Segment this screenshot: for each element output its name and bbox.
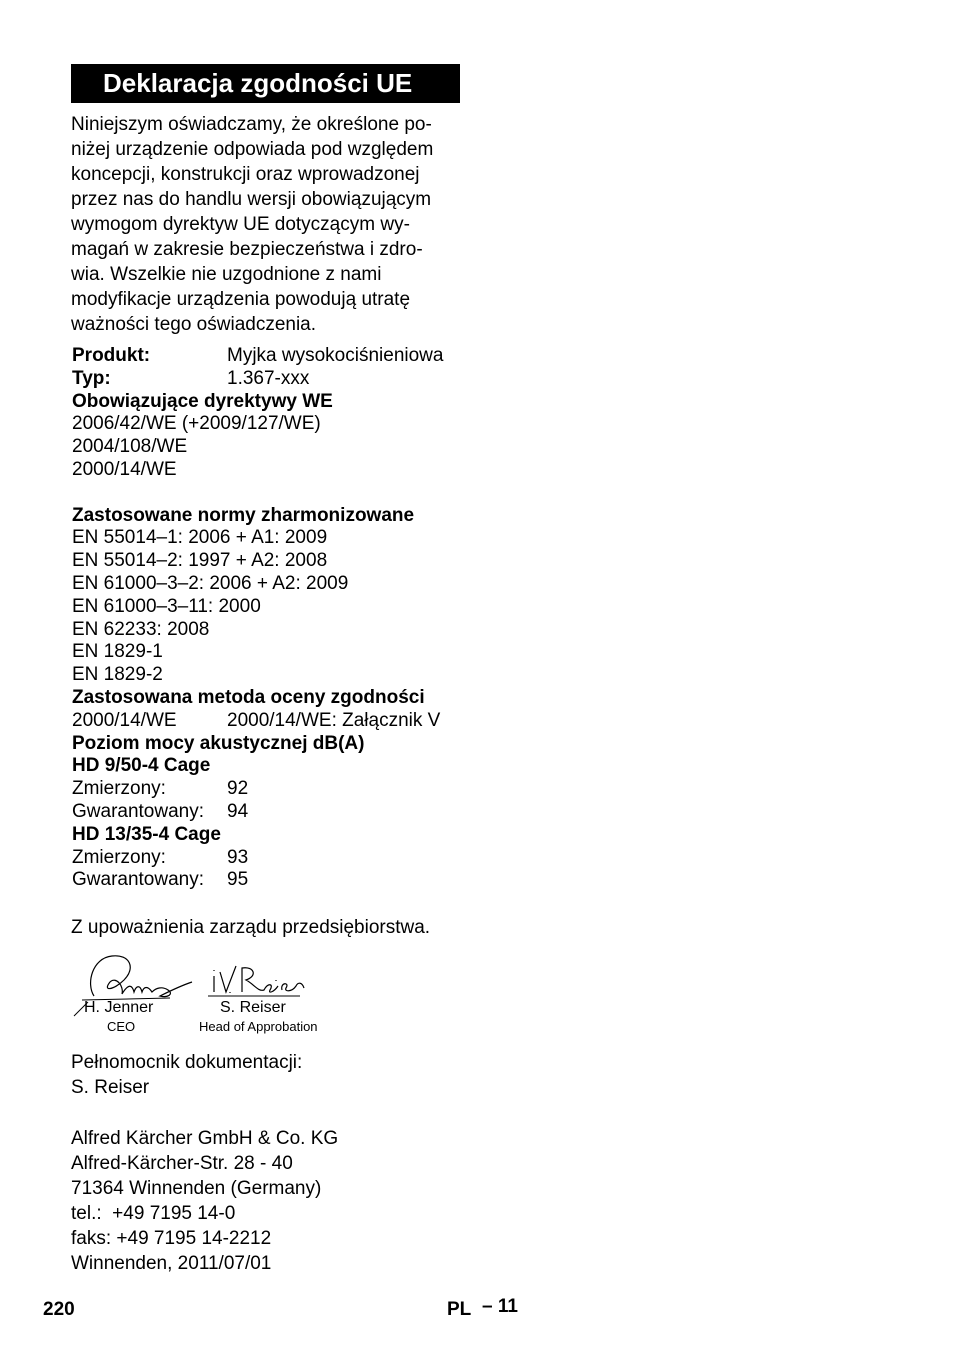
model-name: HD 9/50-4 Cage: [72, 755, 211, 777]
conformity-row: [72, 710, 472, 733]
address-line: 71364 Winnenden (Germany): [71, 1178, 322, 1199]
intro-line: ważności tego oświadczenia.: [71, 314, 317, 335]
guaranteed-value: 95: [227, 869, 249, 891]
measured-label: Zmierzony:: [72, 778, 166, 800]
norm-item: EN 61000–3–11: 2000: [72, 595, 261, 617]
type-value: 1.367-xxx: [227, 367, 310, 389]
intro-paragraph: [71, 112, 466, 337]
norm-item: EN 55014–1: 2006 + A1: 2009: [72, 527, 328, 549]
product-row: [72, 345, 472, 368]
model-name: HD 13/35-4 Cage: [72, 823, 221, 845]
footer-section-number: – 11: [482, 1296, 518, 1317]
directive-item: 2004/108/WE: [72, 436, 188, 458]
documentation-name: S. Reiser: [71, 1077, 150, 1098]
norm-item: EN 55014–2: 1997 + A2: 2008: [72, 550, 328, 572]
conformity-key: 2000/14/WE: [72, 709, 177, 731]
intro-line: przez nas do handlu wersji obowiązującym: [71, 189, 432, 210]
signature-role: CEO: [107, 1019, 136, 1034]
intro-line: modyfikacje urządzenia powodują utratę: [71, 289, 411, 310]
intro-line: Niniejszym oświadczamy, że określone po-: [71, 114, 432, 135]
norm-item: EN 1829-2: [72, 664, 163, 686]
signature-name: H. Jenner: [84, 999, 154, 1016]
measured-row: [72, 778, 472, 801]
norm-item: EN 61000–3–2: 2006 + A2: 2009: [72, 572, 349, 594]
address-block: [71, 1126, 338, 1276]
address-line: faks: +49 7195 14-2212: [71, 1228, 272, 1249]
guaranteed-row: [72, 801, 472, 824]
measured-label: Zmierzony:: [72, 846, 166, 868]
conformity-value: 2000/14/WE: Załącznik V: [227, 709, 441, 731]
signature-name: S. Reiser: [220, 999, 286, 1016]
guaranteed-value: 94: [227, 800, 249, 822]
intro-line: niżej urządzenie odpowiada pod względem: [71, 139, 434, 160]
norm-item: EN 62233: 2008: [72, 618, 210, 640]
norms-heading: Zastosowane normy zharmonizowane: [72, 504, 415, 526]
sound-heading: Poziom mocy akustycznej dB(A): [72, 732, 365, 754]
signature-reiser-image: [208, 962, 308, 1002]
intro-line: wia. Wszelkie nie uzgodnione z nami: [71, 264, 382, 285]
footer-language: PL: [447, 1299, 472, 1320]
guaranteed-label: Gwarantowany:: [72, 869, 205, 891]
guaranteed-label: Gwarantowany:: [72, 800, 205, 822]
intro-line: koncepcji, konstrukcji oraz wprowadzonej: [71, 164, 420, 185]
authorization-text: Z upoważnienia zarządu przedsiębiorstwa.: [71, 917, 431, 938]
product-label: Produkt:: [72, 345, 151, 366]
footer-page-number: 220: [43, 1299, 75, 1320]
intro-line: wymogom dyrektyw UE dotyczącym wy-: [71, 214, 410, 235]
specification-block: [72, 345, 472, 892]
intro-line: magań w zakresie bezpieczeństwa i zdro-: [71, 239, 423, 260]
signature-role: Head of Approbation: [199, 1019, 318, 1034]
measured-value: 92: [227, 778, 249, 800]
type-row: [72, 368, 472, 391]
guaranteed-row: [72, 869, 472, 892]
directive-item: 2006/42/WE (+2009/127/WE): [72, 413, 321, 435]
measured-row: [72, 847, 472, 870]
address-line: Alfred-Kärcher-Str. 28 - 40: [71, 1153, 293, 1174]
address-line: Winnenden, 2011/07/01: [71, 1253, 272, 1274]
page-title: Deklaracja zgodności UE: [71, 64, 460, 103]
product-value: Myjka wysokociśnieniowa: [227, 345, 444, 366]
measured-value: 93: [227, 846, 249, 868]
conformity-heading: Zastosowana metoda oceny zgodności: [72, 686, 425, 708]
norm-item: EN 1829-1: [72, 641, 163, 663]
address-line: Alfred Kärcher GmbH & Co. KG: [71, 1128, 339, 1149]
type-label: Typ:: [72, 367, 111, 389]
directives-heading: Obowiązujące dyrektywy WE: [72, 390, 333, 412]
documentation-label: Pełnomocnik dokumentacji:: [71, 1052, 303, 1073]
documentation-block: [71, 1050, 302, 1100]
address-line: tel.: +49 7195 14-0: [71, 1203, 236, 1224]
directive-item: 2000/14/WE: [72, 458, 177, 480]
